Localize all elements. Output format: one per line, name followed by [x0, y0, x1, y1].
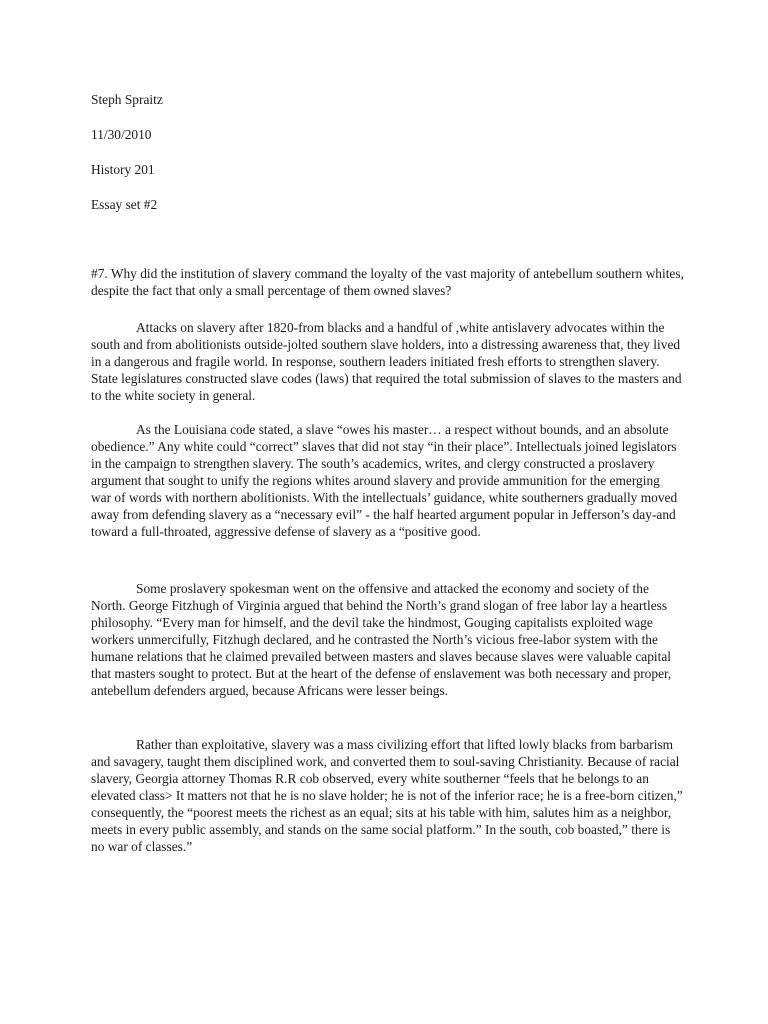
paragraph-4: Rather than exploitative, slavery was a mass civilizing effort that lifted lowly blacks from barbarism and savagery, taught them disciplined work, and converted them to soul-saving Christianity. Because of racial slavery, Georgia attorney Thomas R.R cob observed, every white southerner “feels that he belongs to an elevated class> It matters not that he is no slave holder; he is not of the inferior race; he is a free-born citizen,” consequently, the “poorest meets the richest as an equal; sits at his table with him, salutes him as a neighbor, meets in every public assembly, and stands on the same social platform.” In the south, cob boasted,” there is no war of classes.”: [91, 737, 683, 854]
paragraph-3: Some proslavery spokesman went on the offensive and attacked the economy and society of the North. George Fitzhugh of Virginia argued that behind the North’s grand slogan of free labor lay a heartless philosophy. “Every man for himself, and the devil take the hindmost, Gouging capitalists exploited wage workers unmercifully, Fitzhugh declared, and he contrasted the North’s vicious free-labor system with the humane relations that he claimed prevailed between masters and slaves because slaves were valuable capital that masters sought to protect. But at the heart of the defense of enslavement was both necessary and proper, antebellum defenders argued, because Africans were lesser beings.: [91, 581, 672, 698]
course-name: History 201: [91, 162, 155, 177]
assignment-title: Essay set #2: [91, 197, 158, 212]
paragraph-1: Attacks on slavery after 1820-from blacks and a handful of ,white antislavery advocates within the south and from abolitionists outside-jolted southern slave holders, into a distressing awareness that, they lived in a dangerous and fragile world. In response, southern leaders initiated fresh efforts to strengthen slavery. State legislatures constructed slave codes (laws) that required the total submission of slaves to the masters and to the white society in general.: [91, 320, 682, 403]
author-name: Steph Spraitz: [91, 92, 163, 107]
essay-question: #7. Why did the institution of slavery command the loyalty of the vast majority of antebellum southern whites, despite the fact that only a small percentage of them owned slaves?: [91, 266, 684, 298]
essay-date: 11/30/2010: [91, 127, 152, 142]
paragraph-2: As the Louisiana code stated, a slave “owes his master… a respect without bounds, and an absolute obedience.” Any white could “correct” slaves that did not stay “in their place”. Intellectuals joined legislators in the campaign to strengthen slavery. The south’s academics, writes, and clergy constructed a proslavery argument that sought to unify the regions whites around slavery and provide ammunition for the emerging war of words with northern abolitionists. With the intellectuals’ guidance, white southerners gradually moved away from defending slavery as a “necessary evil” - the half hearted argument popular in Jefferson’s day-and toward a full-throated, aggressive defense of slavery as a “positive good.: [91, 422, 678, 539]
